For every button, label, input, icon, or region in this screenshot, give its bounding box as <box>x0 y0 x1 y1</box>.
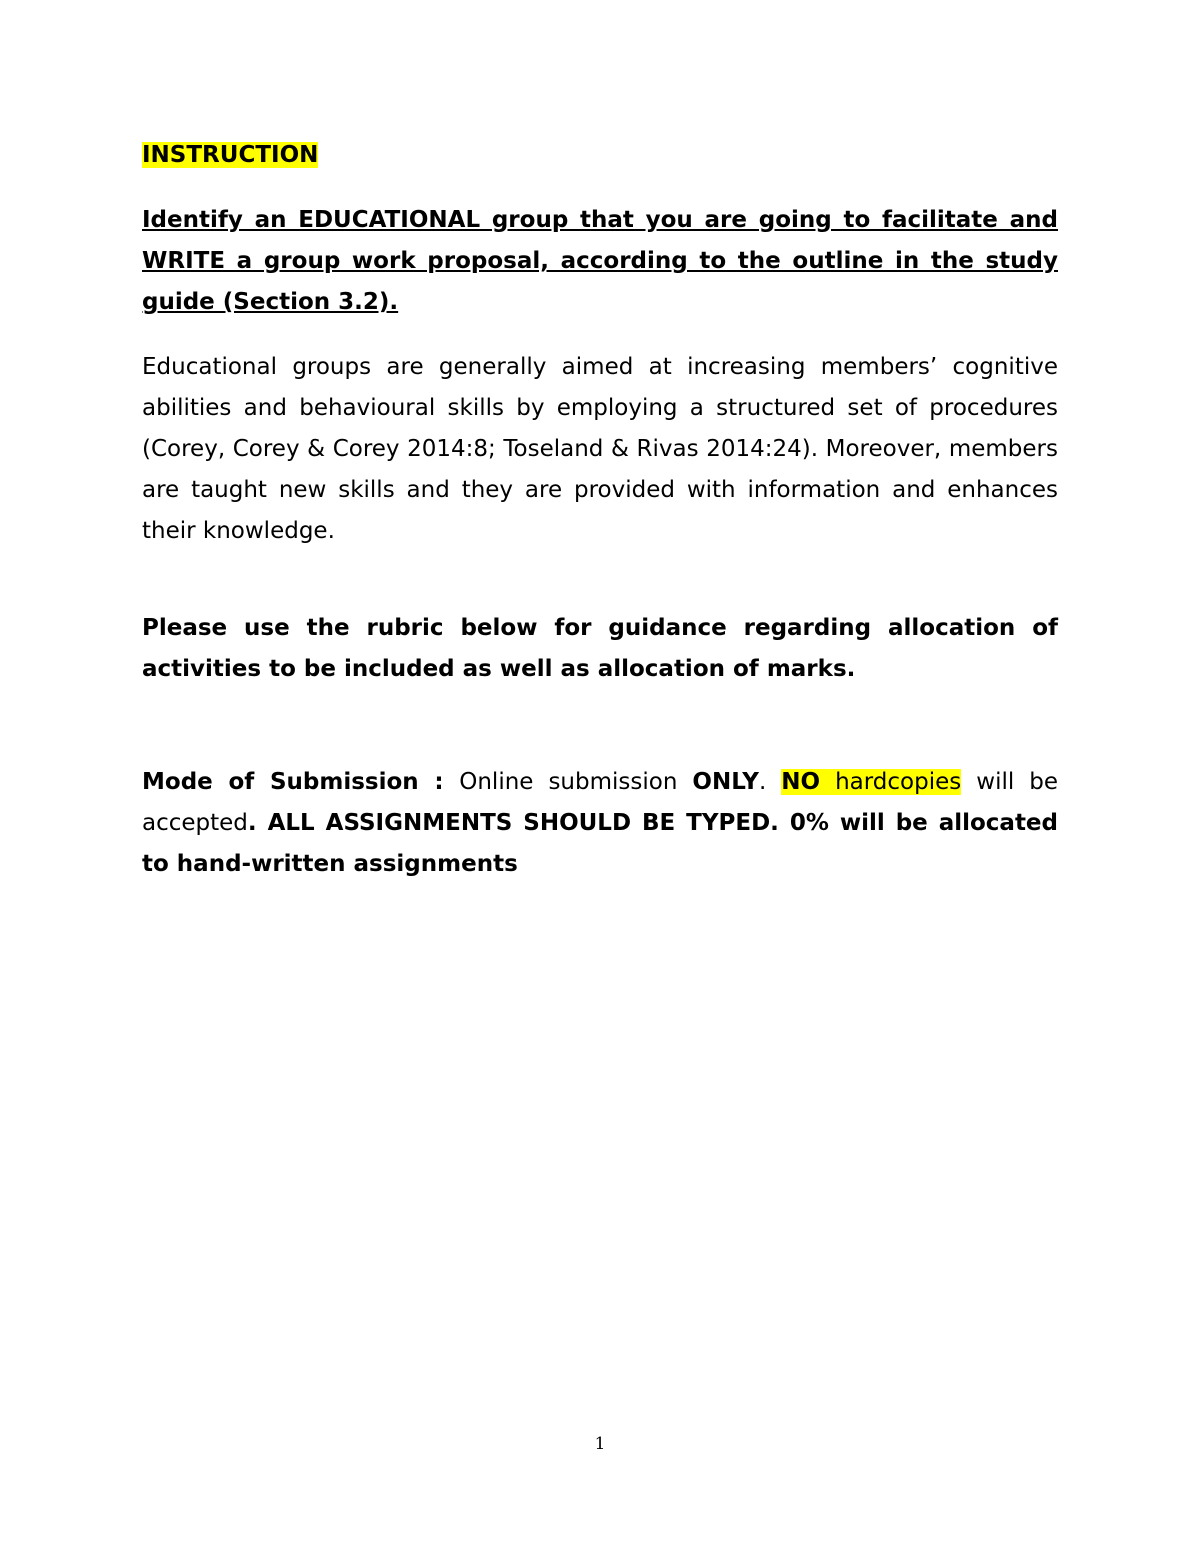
submission-text-3: will be accepted <box>142 769 1058 836</box>
submission-text-2: . <box>758 769 782 795</box>
submission-highlight <box>781 769 961 795</box>
instruction-text: Identify an EDUCATIONAL group that you are going to facilitate and WRITE a group work proposal, according to the outline in the study guide (Section 3.2). <box>142 207 1058 315</box>
submission-hardcopies: hardcopies <box>820 769 962 795</box>
submission-paragraph <box>142 762 1058 885</box>
submission-label: Mode of Submission : <box>142 769 460 795</box>
heading-highlight: INSTRUCTION <box>142 142 319 168</box>
rubric-note: Please use the rubric below for guidance regarding allocation of activities to be included as well as allocation of marks. <box>142 615 1058 682</box>
intro-paragraph: Educational groups are generally aimed at increasing members’ cognitive abilities and behavioural skills by employing a structured set of procedures (Corey, Corey & Corey 2014:8; Toseland & Rivas 2014:24). Moreover, members are taught new skills and they are provided with information and enhances their knowledge. <box>142 354 1058 544</box>
instruction-heading <box>142 132 1058 178</box>
submission-no: NO <box>781 769 821 795</box>
page-content <box>142 132 1058 885</box>
submission-typed-rule: . ALL ASSIGNMENTS SHOULD BE TYPED. 0% will be allocated to hand-written assignments <box>142 810 1058 877</box>
page-number: 1 <box>594 1434 606 1454</box>
submission-text-1: Online submission <box>459 769 693 795</box>
submission-only: ONLY <box>692 769 759 795</box>
